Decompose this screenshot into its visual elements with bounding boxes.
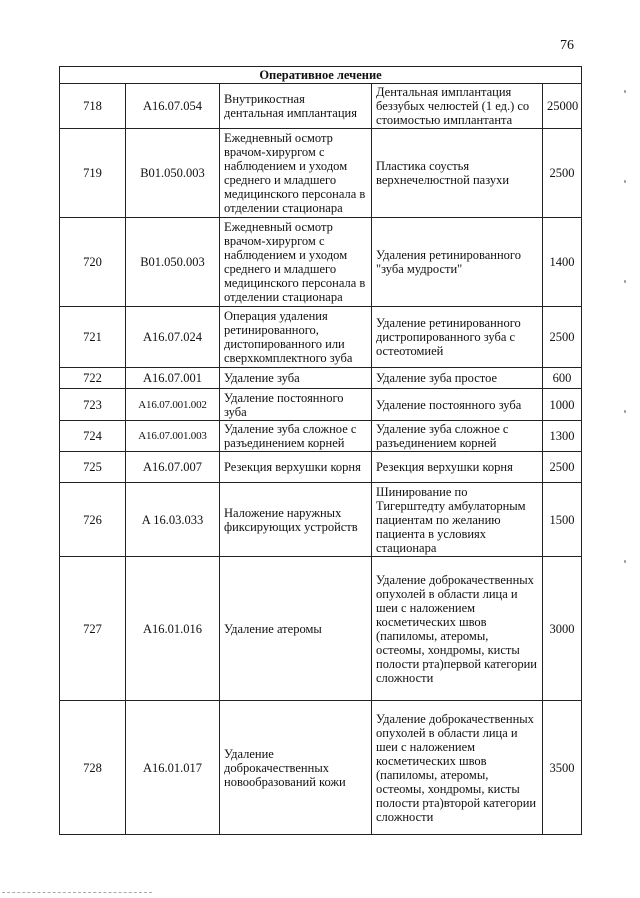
table-row (60, 389, 582, 421)
row-number: 725 (60, 452, 126, 483)
row-number: 724 (60, 421, 126, 452)
service-name: Удаление постоянного зуба (220, 389, 372, 421)
table-row (60, 368, 582, 389)
service-description: Удаление постоянного зуба (372, 389, 543, 421)
service-code: A16.07.007 (126, 452, 220, 483)
row-number: 721 (60, 307, 126, 368)
service-code: B01.050.003 (126, 218, 220, 307)
service-price: 1400 (543, 218, 582, 307)
table-row (60, 129, 582, 218)
service-price: 2500 (543, 129, 582, 218)
service-description: Удаление доброкачественных опухолей в области лица и шеи с наложением косметических швов (папиломы, атеромы, остеомы, хондромы, кисты полости рта)второй категории сложности (372, 701, 543, 835)
table-row (60, 557, 582, 701)
service-name: Удаление зуба сложное с разъединением корней (220, 421, 372, 452)
service-description: Удаление ретинированного дистропированного зуба с остеотомией (372, 307, 543, 368)
service-price: 2500 (543, 452, 582, 483)
service-code: B01.050.003 (126, 129, 220, 218)
table-row (60, 452, 582, 483)
service-description: Удаление доброкачественных опухолей в области лица и шеи с наложением косметических швов (папиломы, атеромы, остеомы, хондромы, кисты полости рта)первой категории сложности (372, 557, 543, 701)
service-price: 1300 (543, 421, 582, 452)
section-header-row (60, 67, 582, 84)
table-row (60, 701, 582, 835)
service-name: Резекция верхушки корня (220, 452, 372, 483)
page-number: 76 (560, 38, 574, 53)
row-number: 720 (60, 218, 126, 307)
service-description: Резекция верхушки корня (372, 452, 543, 483)
service-price: 3500 (543, 701, 582, 835)
table-row (60, 483, 582, 557)
table-row (60, 307, 582, 368)
row-number: 719 (60, 129, 126, 218)
service-code: A16.01.016 (126, 557, 220, 701)
section-title: Оперативное лечение (60, 67, 582, 84)
service-name: Удаление атеромы (220, 557, 372, 701)
service-code: A16.01.017 (126, 701, 220, 835)
service-name: Удаление зуба (220, 368, 372, 389)
row-number: 727 (60, 557, 126, 701)
service-code: A16.07.024 (126, 307, 220, 368)
row-number: 722 (60, 368, 126, 389)
table-row (60, 218, 582, 307)
service-price: 1500 (543, 483, 582, 557)
row-number: 728 (60, 701, 126, 835)
service-name: Ежедневный осмотр врачом-хирургом с наблюдением и уходом среднего и младшего медицинского персонала в отделении стационара (220, 218, 372, 307)
row-number: 723 (60, 389, 126, 421)
service-code: A16.07.001 (126, 368, 220, 389)
service-price: 1000 (543, 389, 582, 421)
service-description: Удаление зуба сложное с разъединением корней (372, 421, 543, 452)
service-name: Операция удаления ретинированного, дистопированного или сверхкомплектного зуба (220, 307, 372, 368)
service-description: Удаление зуба простое (372, 368, 543, 389)
row-number: 718 (60, 84, 126, 129)
service-name: Наложение наружных фиксирующих устройств (220, 483, 372, 557)
service-price: 3000 (543, 557, 582, 701)
table-row (60, 421, 582, 452)
scan-specks (624, 80, 630, 580)
footer-dash-line (2, 892, 152, 894)
service-description: Пластика соустья верхнечелюстной пазухи (372, 129, 543, 218)
service-code: A16.07.001.003 (126, 421, 220, 452)
price-table (59, 66, 582, 835)
service-price: 25000 (543, 84, 582, 129)
service-description: Удаления ретинированного "зуба мудрости" (372, 218, 543, 307)
table-row (60, 84, 582, 129)
service-price: 2500 (543, 307, 582, 368)
service-code: A16.07.054 (126, 84, 220, 129)
service-description: Дентальная имплантация беззубых челюстей (1 ед.) со стоимостью имплантанта (372, 84, 543, 129)
service-code: A16.07.001.002 (126, 389, 220, 421)
row-number: 726 (60, 483, 126, 557)
service-name: Ежедневный осмотр врачом-хирургом с наблюдением и уходом среднего и младшего медицинского персонала в отделении стационара (220, 129, 372, 218)
service-code: A 16.03.033 (126, 483, 220, 557)
service-name: Внутрикостная дентальная имплантация (220, 84, 372, 129)
service-description: Шинирование по Тигерштедту амбулаторным пациентам по желанию пациента в условиях стационара (372, 483, 543, 557)
service-price: 600 (543, 368, 582, 389)
service-name: Удаление доброкачественных новообразований кожи (220, 701, 372, 835)
